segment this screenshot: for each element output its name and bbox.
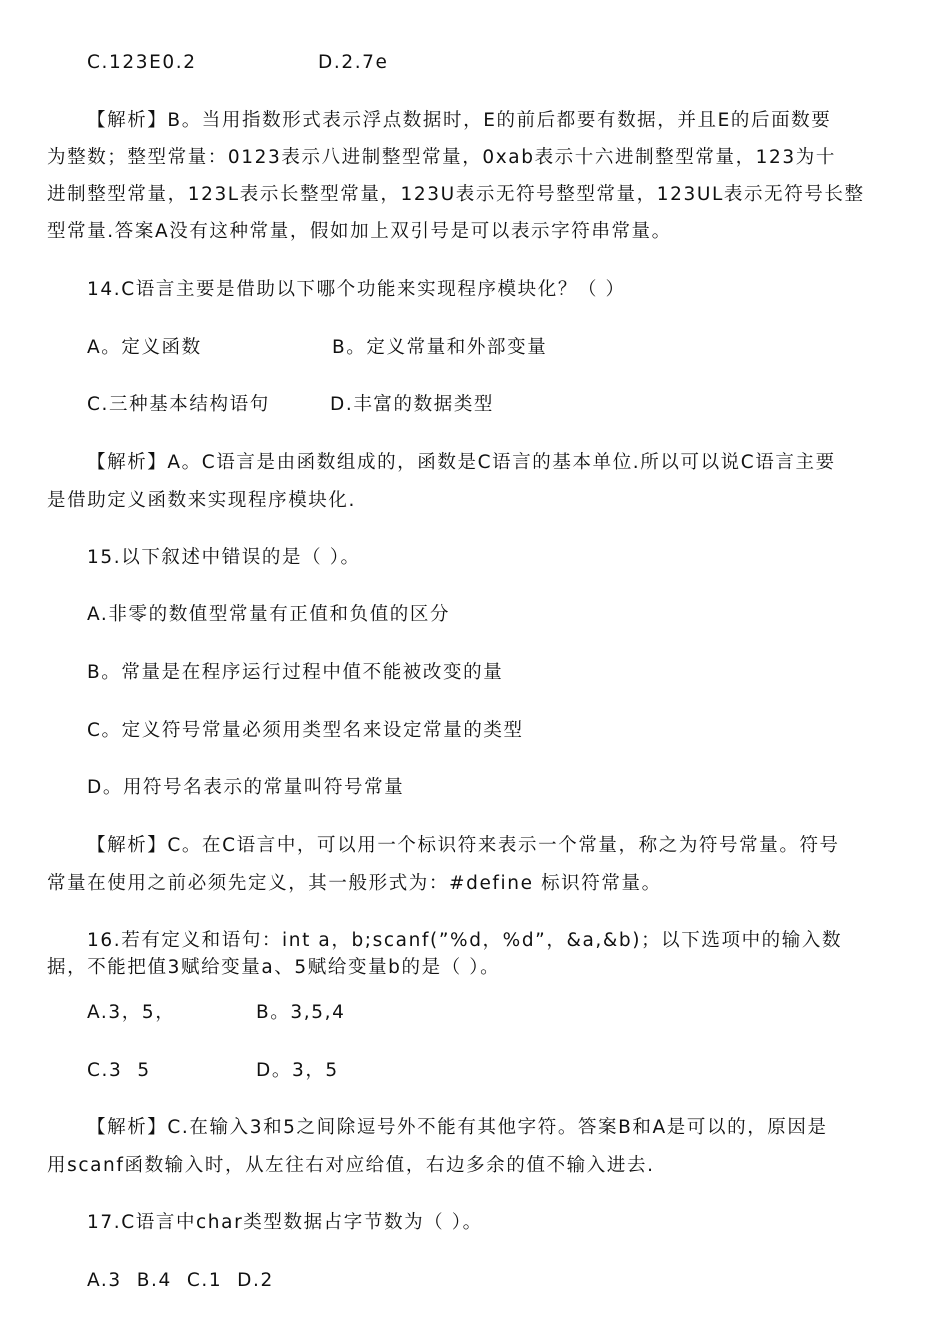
- q13-analysis-line-1: 【解析】B。当用指数形式表示浮点数据时，E的前后都要有数据，并且E的后面数要: [87, 110, 832, 131]
- q15-option-d: D。用符号名表示的常量叫符号常量: [87, 777, 405, 798]
- q14-analysis-line-1: 【解析】A。C语言是由函数组成的，函数是C语言的基本单位.所以可以说C语言主要: [87, 452, 836, 473]
- q15-option-b: B。常量是在程序运行过程中值不能被改变的量: [87, 662, 504, 683]
- q13-analysis-line-4: 型常量.答案A没有这种常量，假如加上双引号是可以表示字符串常量。: [47, 221, 672, 242]
- q16-question-line-2: 据，不能把值3赋给变量a、5赋给变量b的是（ ）。: [47, 957, 501, 978]
- q14-analysis-line-2: 是借助定义函数来实现程序模块化.: [47, 490, 356, 511]
- q17-options: A.3 B.4 C.1 D.2: [87, 1270, 274, 1291]
- q13-option-c: C.123E0.2: [87, 52, 197, 73]
- q14-question: 14.C语言主要是借助以下哪个功能来实现程序模块化？（ ）: [87, 279, 626, 300]
- q14-option-c: C.三种基本结构语句: [87, 394, 270, 415]
- q14-option-b: B。定义常量和外部变量: [332, 337, 548, 358]
- q13-analysis-line-3: 进制整型常量，123L表示长整型常量，123U表示无符号整型常量，123UL表示无符号长整: [47, 184, 865, 205]
- q13-option-d: D.2.7e: [318, 52, 389, 73]
- q17-question: 17.C语言中char类型数据占字节数为（ ）。: [87, 1212, 483, 1233]
- q16-option-a: A.3，5，: [87, 1002, 176, 1023]
- q15-question: 15.以下叙述中错误的是（ ）。: [87, 547, 361, 568]
- q16-option-b: B。3,5,4: [256, 1002, 346, 1023]
- q16-analysis-line-1: 【解析】C.在输入3和5之间除逗号外不能有其他字符。答案B和A是可以的，原因是: [87, 1117, 828, 1138]
- q15-option-a: A.非零的数值型常量有正值和负值的区分: [87, 604, 451, 625]
- q14-option-d: D.丰富的数据类型: [330, 394, 495, 415]
- q15-analysis-line-2: 常量在使用之前必须先定义，其一般形式为：#define 标识符常量。: [47, 873, 662, 894]
- q15-option-c: C。定义符号常量必须用类型名来设定常量的类型: [87, 720, 524, 741]
- q16-option-d: D。3，5: [256, 1060, 339, 1081]
- q16-analysis-line-2: 用scanf函数输入时，从左往右对应给值，右边多余的值不输入进去.: [47, 1155, 655, 1176]
- q13-analysis-line-2: 为整数；整型常量：0123表示八进制整型常量，0xab表示十六进制整型常量，123为十: [47, 147, 836, 168]
- q16-question-line-1: 16.若有定义和语句：int a，b;scanf(”%d，%d”，&a,&b)；以下选项中的输入数: [87, 930, 843, 951]
- q16-option-c: C.3 5: [87, 1060, 151, 1081]
- q15-analysis-line-1: 【解析】C。在C语言中，可以用一个标识符来表示一个常量，称之为符号常量。符号: [87, 835, 840, 856]
- q14-option-a: A。定义函数: [87, 337, 202, 358]
